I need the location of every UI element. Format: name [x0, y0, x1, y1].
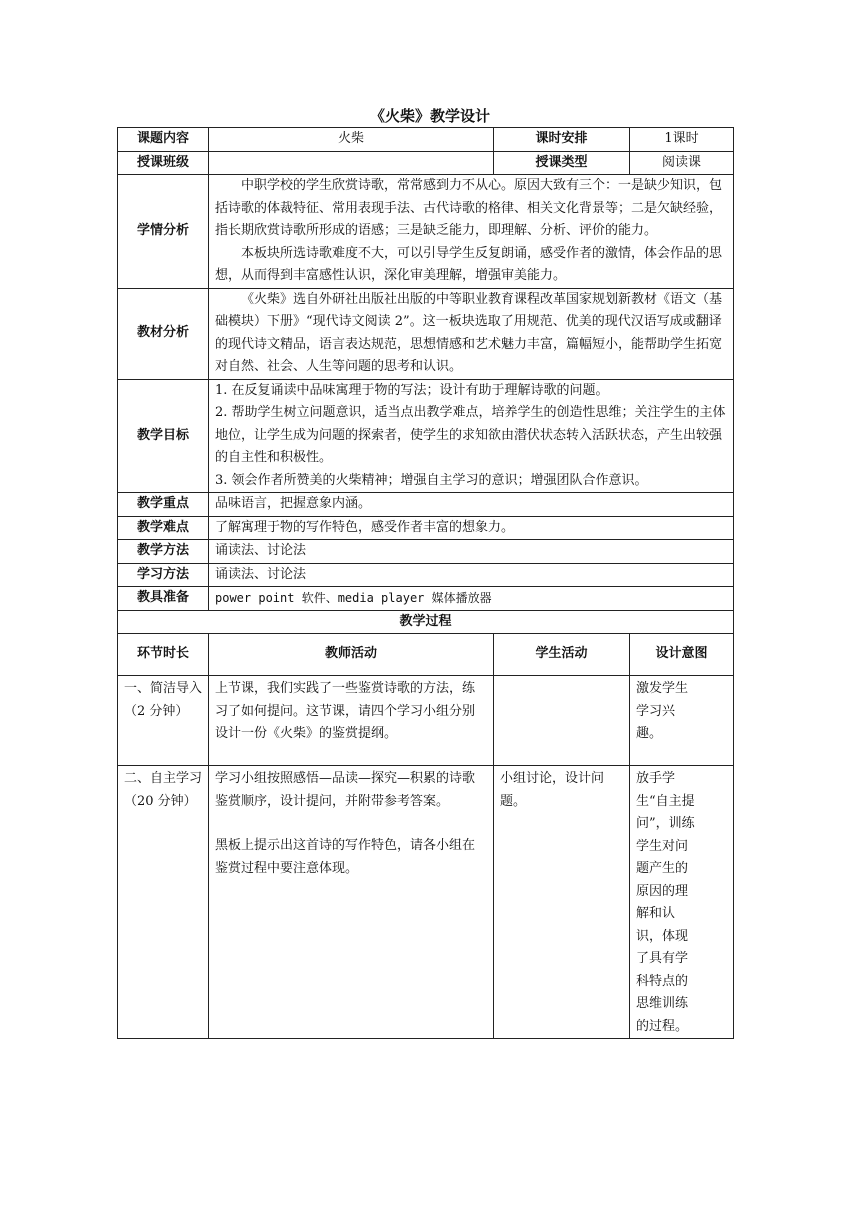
topic-label: 课题内容	[118, 128, 209, 152]
intent-text: 放手学生“自主提问”，训练学生对问题产生的原因的理解和认识，体现了具有学科特点的思维训练的过程。	[636, 771, 695, 1034]
process-row	[118, 766, 734, 1039]
col-stage-header: 环节时长	[118, 634, 209, 676]
learning-method-label: 学习方法	[118, 563, 209, 587]
hours-value: 1课时	[630, 128, 734, 152]
teaching-method-value: 诵读法、讨论法	[209, 540, 734, 564]
col-student-header: 学生活动	[494, 634, 630, 676]
teacher-paragraph: 上节课，我们实践了一些鉴赏诗歌的方法，练习了如何提问。这节课，请四个学习小组分别设计一份《火柴》的鉴赏提纲。	[215, 681, 476, 741]
textbook-label: 教材分析	[118, 288, 209, 379]
lesson-type-value: 阅读课	[630, 151, 734, 175]
hours-label: 课时安排	[494, 128, 630, 152]
process-heading: 教学过程	[118, 610, 734, 634]
teacher-paragraph: 黑板上提示出这首诗的写作特色，请各小组在鉴赏过程中要注意体现。	[215, 838, 476, 876]
analysis-paragraph: 中职学校的学生欣赏诗歌，常常感到力不从心。原因大致有三个：一是缺少知识，包括诗歌的体裁特征、常用表现手法、古代诗歌的格律、相关文化背景等；二是欠缺经验，指长期欣赏诗歌所形成的语感；三是缺乏能力，即理解、分析、评价的能力。	[215, 178, 723, 238]
key-point-label: 教学重点	[118, 493, 209, 517]
learning-method-value: 诵读法、讨论法	[209, 563, 734, 587]
tools-label: 教具准备	[118, 587, 209, 611]
stage-cell	[118, 766, 209, 1039]
analysis-paragraph: 本板块所选诗歌难度不大，可以引导学生反复朗诵，感受作者的激情，体会作品的思想，从而得到丰富感性认识，深化审美理解，增强审美能力。	[215, 245, 723, 283]
class-label: 授课班级	[118, 151, 209, 175]
design-intent	[630, 766, 734, 1039]
process-row	[118, 676, 734, 766]
col-intent-header: 设计意图	[630, 634, 734, 676]
stage-time: （20 分钟）	[124, 793, 197, 809]
teacher-activity	[209, 676, 494, 766]
analysis-content	[209, 175, 734, 289]
topic-value: 火柴	[209, 128, 494, 152]
goal-item: 3. 领会作者所赞美的火柴精神；增强自主学习的意识；增强团队合作意识。	[215, 472, 648, 488]
stage-name: 一、简洁导入	[124, 681, 203, 696]
analysis-label: 学情分析	[118, 175, 209, 289]
difficulty-label: 教学难点	[118, 516, 209, 540]
student-activity	[494, 676, 630, 766]
stage-cell	[118, 676, 209, 766]
lesson-type-label: 授课类型	[494, 151, 630, 175]
teacher-activity	[209, 766, 494, 1039]
tools-value: power point 软件、media player 媒体播放器	[209, 587, 734, 611]
intent-text: 激发学生学习兴趣。	[636, 681, 689, 741]
goal-item: 1. 在反复诵读中品味寓理于物的写法；设计有助于理解诗歌的问题。	[215, 382, 609, 398]
goals-label: 教学目标	[118, 379, 209, 493]
textbook-paragraph: 《火柴》选自外研社出版社出版的中等职业教育课程改革国家规划新教材《语文（基础模块）下册》“现代诗文阅读 2”。这一板块选取了用规范、优美的现代汉语写成或翻译的现代诗文精品，语言表达规范，思想情感和艺术魅力丰富，篇幅短小，能帮助学生拓宽对自然、社会、人生等问题的思考和认识。	[215, 291, 723, 374]
textbook-content	[209, 288, 734, 379]
goals-content	[209, 379, 734, 493]
class-value	[209, 151, 494, 175]
key-point-value: 品味语言，把握意象内涵。	[209, 493, 734, 517]
stage-name: 二、自主学习	[124, 771, 203, 786]
stage-time: （2 分钟）	[124, 703, 189, 719]
document-title: 《火柴》教学设计	[369, 107, 490, 125]
col-teacher-header: 教师活动	[209, 634, 494, 676]
difficulty-value: 了解寓理于物的写作特色，感受作者丰富的想象力。	[209, 516, 734, 540]
teaching-method-label: 教学方法	[118, 540, 209, 564]
student-activity: 小组讨论，设计问题。	[494, 766, 630, 1039]
teacher-paragraph: 学习小组按照感悟—品读—探究—积累的诗歌鉴赏顺序，设计提问，并附带参考答案。	[215, 771, 476, 809]
goal-item: 2. 帮助学生树立问题意识，适当点出教学难点，培养学生的创造性思维；关注学生的主体地位，让学生成为问题的探索者，使学生的求知欲由潜伏状态转入活跃状态，产生出较强的自主性和积极性。	[215, 405, 726, 465]
lesson-plan-table	[117, 127, 734, 1039]
design-intent	[630, 676, 734, 766]
